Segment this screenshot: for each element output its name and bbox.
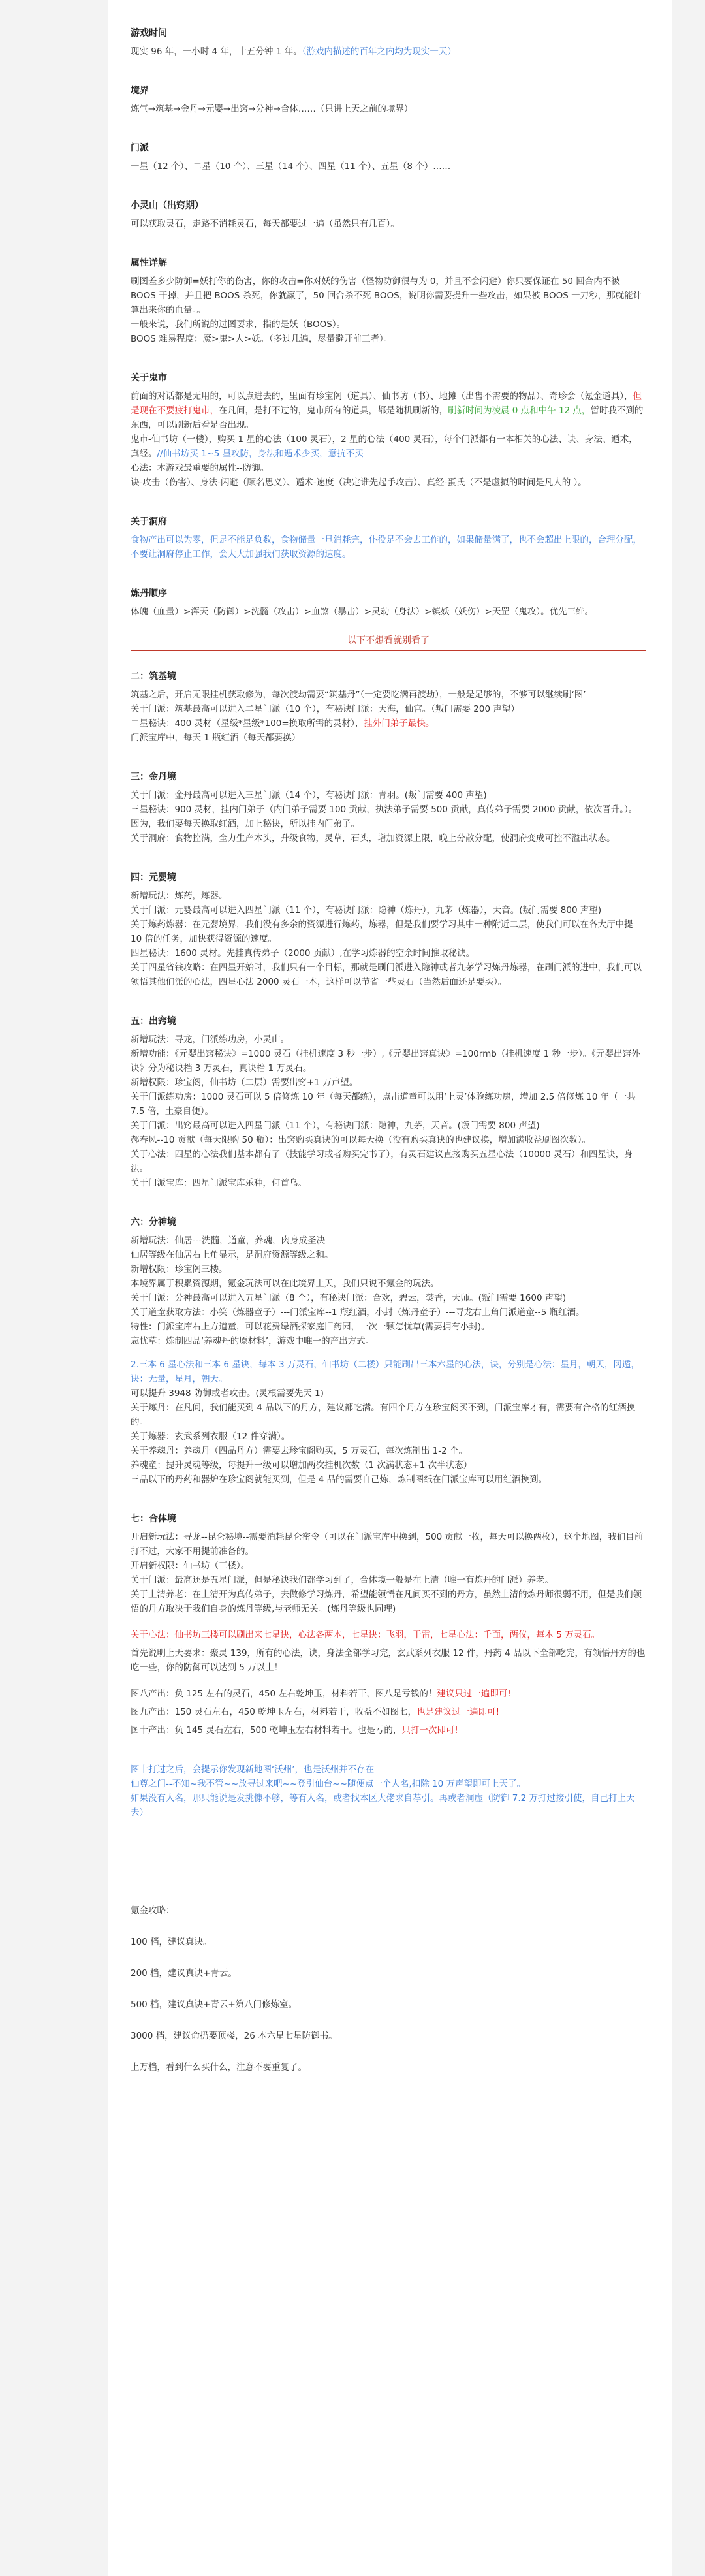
section-text: [131, 688, 646, 731]
text-main: 图九产出：150 灵石左右，450 乾坤玉左右，材料若干，收益不如图七，: [131, 1707, 417, 1717]
strategy-item: 上万档，看到什么买什么，注意不要重复了。: [131, 2062, 307, 2073]
map-output-8: [131, 1687, 646, 1701]
section-text: 门派宝库中，每天 1 瓶红酒（每天都要换）: [131, 733, 301, 743]
text-main: 筑基之后，开启无限挂机获取修为，每次渡劫需要“筑基丹”（一定要吃满再渡劫），一般是足够的，不够可以继续刷‘图’ 关于门派：筑基最高可以进入二星门派（10 个），有秘诀门派：天海，仙宫。（叛门需要 200 声望） 二星秘诀：400 灵材（星级*星级*100=换取所需的灵材），: [131, 690, 586, 729]
section-text: 可以提升 3948 防御或者攻击。(灵根需要先天 1) 关于炼丹：在凡间，我们能买到 4 品以下的丹方，建议都吃满。有四个丹方在珍宝阁买不到，门派宝库才有，需要有合格的红酒换的。 关于炼器：玄武系列衣服（12 件穿满）。 关于养魂丹：养魂丹（四品丹方）需要去珍宝阁购买，5 万灵石，每次炼制出 1-2 个。 养魂童：提升灵魂等级，每提升一级可以增加两次挂机次数（1 次满状态+1 次半状态） 三品以下的丹药和器炉在珍宝阁就能买到，但是 4 品的需要自己炼，炼制图纸在门派宝库可以用红酒换到。: [131, 1388, 636, 1485]
section-golden-core: [131, 770, 646, 846]
text-warning: 挂外门弟子最快。: [364, 718, 435, 729]
section-realm: [131, 84, 646, 116]
section-nascent-soul: [131, 870, 646, 989]
text-main: 图十产出：负 145 灵石左右，500 乾坤玉左右材料若干。也是亏的，: [131, 1725, 402, 1736]
map-output-9: [131, 1705, 646, 1719]
section-text: 首先说明上天要求：聚灵 139，所有的心法，诀，身法全部学习完，玄武系列衣服 12 件，丹药 4 品以下全部吃完，有领悟丹方的也吃一些，你的防御可以达到 5 万以上！: [131, 1648, 646, 1673]
section-sect: [131, 141, 646, 174]
strategy-title: 氪金攻略：: [131, 1905, 175, 1916]
section-title: 四：元婴境: [131, 872, 176, 883]
section-cave: [131, 199, 646, 231]
section-highlight: 2.三本 6 星心法和三本 6 星诀，每本 3 万灵石，仙书坊（二楼）只能刷出三本六星的心法，诀，分别是心法：星月，朝天，冈遁，诀：无量，星月，朝天。: [131, 1360, 640, 1384]
section-text: 关于门派：金丹最高可以进入三星门派（14 个），有秘诀门派：青羽。(叛门需要 400 声望) 三星秘诀：900 灵材，挂内门弟子（内门弟子需要 100 贡献，执法弟子需要 500 贡献，真传弟子需要 2000 贡献，依次晋升。）。 因为，我们要每天换取红酒，加上秘诀，所以挂内门弟子。 关于洞府：食物控满，全力生产木头，升级食物，灵草，石头，增加资源上限，晚上分散分配，使洞府变成可控不溢出状态。: [131, 790, 638, 844]
section-title: 境界: [131, 86, 149, 96]
section-title: 关于鬼市: [131, 373, 167, 383]
section-text: [131, 432, 646, 461]
section-foundation: [131, 669, 646, 745]
text-note: （游戏内描述的百年之内均为现实一天）: [302, 46, 456, 57]
text-main: 图八产出：负 125 左右的灵石，450 左右乾坤玉，材料若干，图八是亏钱的！: [131, 1689, 437, 1699]
text-main: 暂时我不到的东西，可以刷新后看是否出现。: [131, 405, 644, 430]
text-main: 现实 96 年，一小时 4 年，十五分钟 1 年。: [131, 46, 302, 57]
section-title: 六：分神境: [131, 1217, 176, 1228]
strategy-item: 200 档，建议真诀+青云。: [131, 1968, 237, 1979]
strategy-item: 3000 档，建议命扔要顶楼，26 本六星七星防御书。: [131, 2031, 337, 2041]
section-highlight: 图十打过之后，会提示你发现新地图‘沃州’，也是沃州并不存在 仙尊之门--不知~我不管~~放寻过来吧~~登引仙台~~随便点一个人名,扣除 10 万声望即可上天了。: [131, 1764, 525, 1789]
section-title: 属性详解: [131, 258, 167, 268]
text-warning: 也是建议过一遍即可!: [416, 1707, 500, 1717]
section-title: 炼丹顺序: [131, 588, 167, 599]
section-text: [131, 389, 646, 432]
section-cave-house: [131, 515, 646, 562]
text-warning: 只打一次即可!: [401, 1725, 458, 1736]
text-warning: 但是现在不要疲打鬼市，: [131, 391, 642, 416]
section-text: 新增玩法：仙居---洗髓，道童，养魂，肉身成圣决 仙居等级在仙居右上角显示，是洞府资源等级之和。 新增权限：珍宝阁三楼。 本境界属于积累资源期，氪金玩法可以在此境界上天，我们只说不氪金的玩法。 关于门派：分神最高可以进入五星门派（8 个），有秘诀门派：合欢，碧云，焚香，天师。(叛门需要 1600 声望) 关于道童获取方法：小笑（炼器童子）---门派宝库--1 瓶红酒，小封（炼丹童子）---寻龙右上角门派道童--5 瓶红酒。 特性：门派宝库右上方道童，可以花费绿酒探家庭旧药园，一次一颗怎忧草(需要拥有小封)。 忘忧草：炼制四品‘养魂丹的原材料’，游戏中唯一的产出方式。: [131, 1235, 585, 1346]
section-text: 新增玩法：寻龙，门派练功房，小灵山。 新增功能：《元婴出窍秘诀》=1000 灵石（挂机速度 3 秒一步）,《元婴出窍真诀》=100rmb（挂机速度 1 秒一步）。《元婴出窍外诀》分为秘诀档 3 万灵石，真诀档 1 万灵石。 新增权限：珍宝阁，仙书坊（二层）需要出窍+1 万声望。 关于门派练功房：1000 灵石可以 5 倍修炼 10 年（每天都练），点击道童可以用‘上灵’体验练功房，增加 2.5 倍修炼 10 年（一共 7.5 倍，土豪自便）。 关于门派：出窍最高可以进入四星门派（11 个），有秘诀门派：隐神，九茅，天音。(叛门需要 800 声望) 郝春风--10 贡献（每天限购 50 瓶）：出窍购买真诀的可以每天换（没有购买真诀的也建议换，增加满收益刷图次数）。 关于心法：四星的心法我们基本都有了（技能学习或者购买完书了），有灵石建议直接购买五星心法（10000 灵石）和四星诀，身法。 关于门派宝库：四星门派宝库乐种，何首乌。: [131, 1034, 640, 1188]
section-paying-strategy: [131, 1903, 646, 2075]
section-attributes: [131, 256, 646, 346]
text-main: 在凡间，是打不过的，鬼市所有的道具，都是随机刷新的，: [219, 405, 448, 416]
section-text: 炼气→筑基→金丹→元婴→出窍→分神→合体……（只讲上天之前的境界）: [131, 104, 413, 114]
section-title: 门派: [131, 143, 149, 153]
section-text: 食物产出可以为零，但是不能是负数，食物储量一旦消耗完，仆役是不会去工作的，如果储量满了，也不会超出上限的，合理分配，不要让洞府停止工作，会大大加强我们获取资源的速度。: [131, 535, 642, 560]
section-title: 关于洞府: [131, 517, 167, 527]
section-text: 开启新玩法：寻龙--昆仑秘境--需要消耗昆仑密令（可以在门派宝库中换到，500 贡献一枚，每天可以换两枚），这个地图，我们目前打不过，大家不用提前准备的。 开启新权限：仙书坊（三楼）。 关于门派：最高还是五星门派，但是秘诀我们都学习到了，合体境一般是在上清（唯一有炼丹的门派）养老。 关于上清养老：在上清开为真传弟子，去做修学习炼丹，希望能领悟在凡间买不到的丹方，虽然上清的炼丹师很弱不用，但是我们领悟的丹方取决于我们自身的炼丹等级,与老师无关。(炼丹等级也同理): [131, 1532, 644, 1614]
document-content: [131, 26, 646, 2091]
section-text: 可以获取灵石，走路不消耗灵石，每天都要过一遍（虽然只有几百）。: [131, 219, 400, 229]
section-ghost-market: [131, 371, 646, 490]
text-warning: 建议只过一遍即可!: [437, 1689, 511, 1699]
text-note: //仙书坊买 1~5 星攻防，身法和遁术少买，意抗不买: [157, 449, 364, 459]
text-main: 鬼市-仙书坊（一楼），购买 1 星的心法（100 灵石），2 星的心法（400 灵石），每个门派都有一本相关的心法、诀、身法、遁术，真经。: [131, 434, 638, 459]
section-alchemy-order: [131, 586, 646, 619]
map-output-10: [131, 1723, 646, 1738]
section-title: 二：筑基境: [131, 671, 176, 682]
strategy-item: 100 档，建议真诀。: [131, 1937, 212, 1947]
section-title: 游戏时间: [131, 28, 167, 39]
text-refresh-time: 刷新时间为凌晨 0 点和中午 12 点，: [448, 405, 591, 416]
section-spirit-split: [131, 1215, 646, 1487]
text-main: 前面的对话都是无用的，可以点进去的，里面有珍宝阁（道具）、仙书坊（书）、地摊（出售不需要的物品）、奇珍会（氪金道具），: [131, 391, 633, 402]
document-page: [108, 0, 672, 2576]
strategy-item: 500 档，建议真诀+青云+第八门修炼室。: [131, 1999, 298, 2010]
section-text: [131, 44, 646, 59]
section-title: 三：金丹境: [131, 772, 176, 782]
section-ascension: [131, 1762, 646, 1820]
section-text: 体魄（血量）>浑天（防御）>洗髓（攻击）>血煞（暴击）>灵动（身法）>镇妖（妖伤）>天罡（鬼攻）。优先三维。: [131, 607, 594, 617]
section-warning: 关于心法：仙书坊三楼可以刷出来七星诀，心法各两本，七星诀：飞羽，干雷，七星心法：千面，两仪，每本 5 万灵石。: [131, 1630, 601, 1640]
divider-title: 以下不想看就别看了: [347, 635, 430, 646]
section-text: 心法：本游戏最重要的属性--防御。 诀-攻击（伤害）、身法-闪避（顾名思义）、遁术-速度（决定谁先起手攻击）、真经-蛋氏（不是虚拟的时间是凡人的 ）。: [131, 463, 587, 488]
section-title: 五：出窍境: [131, 1016, 176, 1026]
section-unity: [131, 1512, 646, 1738]
section-title: 七：合体境: [131, 1514, 176, 1524]
section-game-time: [131, 26, 646, 59]
section-text: 一星（12 个）、二星（10 个）、三星（14 个）、四星（11 个）、五星（8 个）……: [131, 161, 451, 172]
section-out-of-body: [131, 1014, 646, 1190]
section-title: 小灵山（出窍期）: [131, 200, 204, 211]
section-text: 刷图差多少防御=妖打你的伤害，你的攻击=你对妖的伤害（怪物防御很与为 0，并且不会闪避）你只要保证在 50 回合内不被 BOOS 干掉，并且把 BOOS 杀死，你就赢了，50 回合杀不死 BOOS，说明你需要提升一些攻击，如果被 BOOS 一刀秒，那就能计算出来你的血量。。 一般来说，我们所说的过图要求，指的是妖（BOOS）。 BOOS 难易程度：魔>鬼>人>妖。（多过几遍，尽量避开前三者）。: [131, 276, 642, 344]
section-highlight: 如果没有人名，那只能说是发挑慷不够，等有人名，或者找本区大佬求自荐引。再或者洞虚（防御 7.2 万打过接引使，自己打上天去）: [131, 1793, 635, 1818]
spacer: [131, 1845, 646, 1903]
divider-line: [131, 650, 646, 651]
section-text: 新增玩法：炼药，炼器。 关于门派：元婴最高可以进入四星门派（11 个），有秘诀门派：隐神（炼丹），九茅（炼器），天音。(叛门需要 800 声望) 关于炼药炼器：在元婴境界，我们没有多余的资源进行炼药，炼器，但是我们要学习其中一种附近二层，使我们可以在各大厅中提 10 倍的任务，加快获得资源的速度。 四星秘诀：1600 灵材。先挂真传弟子（2000 贡献）,在学习炼器的空余时间推取秘诀。 关于四星省钱攻略：在四星开始时，我们只有一个目标，那就是刷门派进入隐神或者九茅学习炼丹炼器，在刷门派的进中，我们可以领悟其他们派的心法，四星心法 2000 灵石一本，这样可以节省一些灵石（当然后面还是要买）。: [131, 891, 642, 987]
